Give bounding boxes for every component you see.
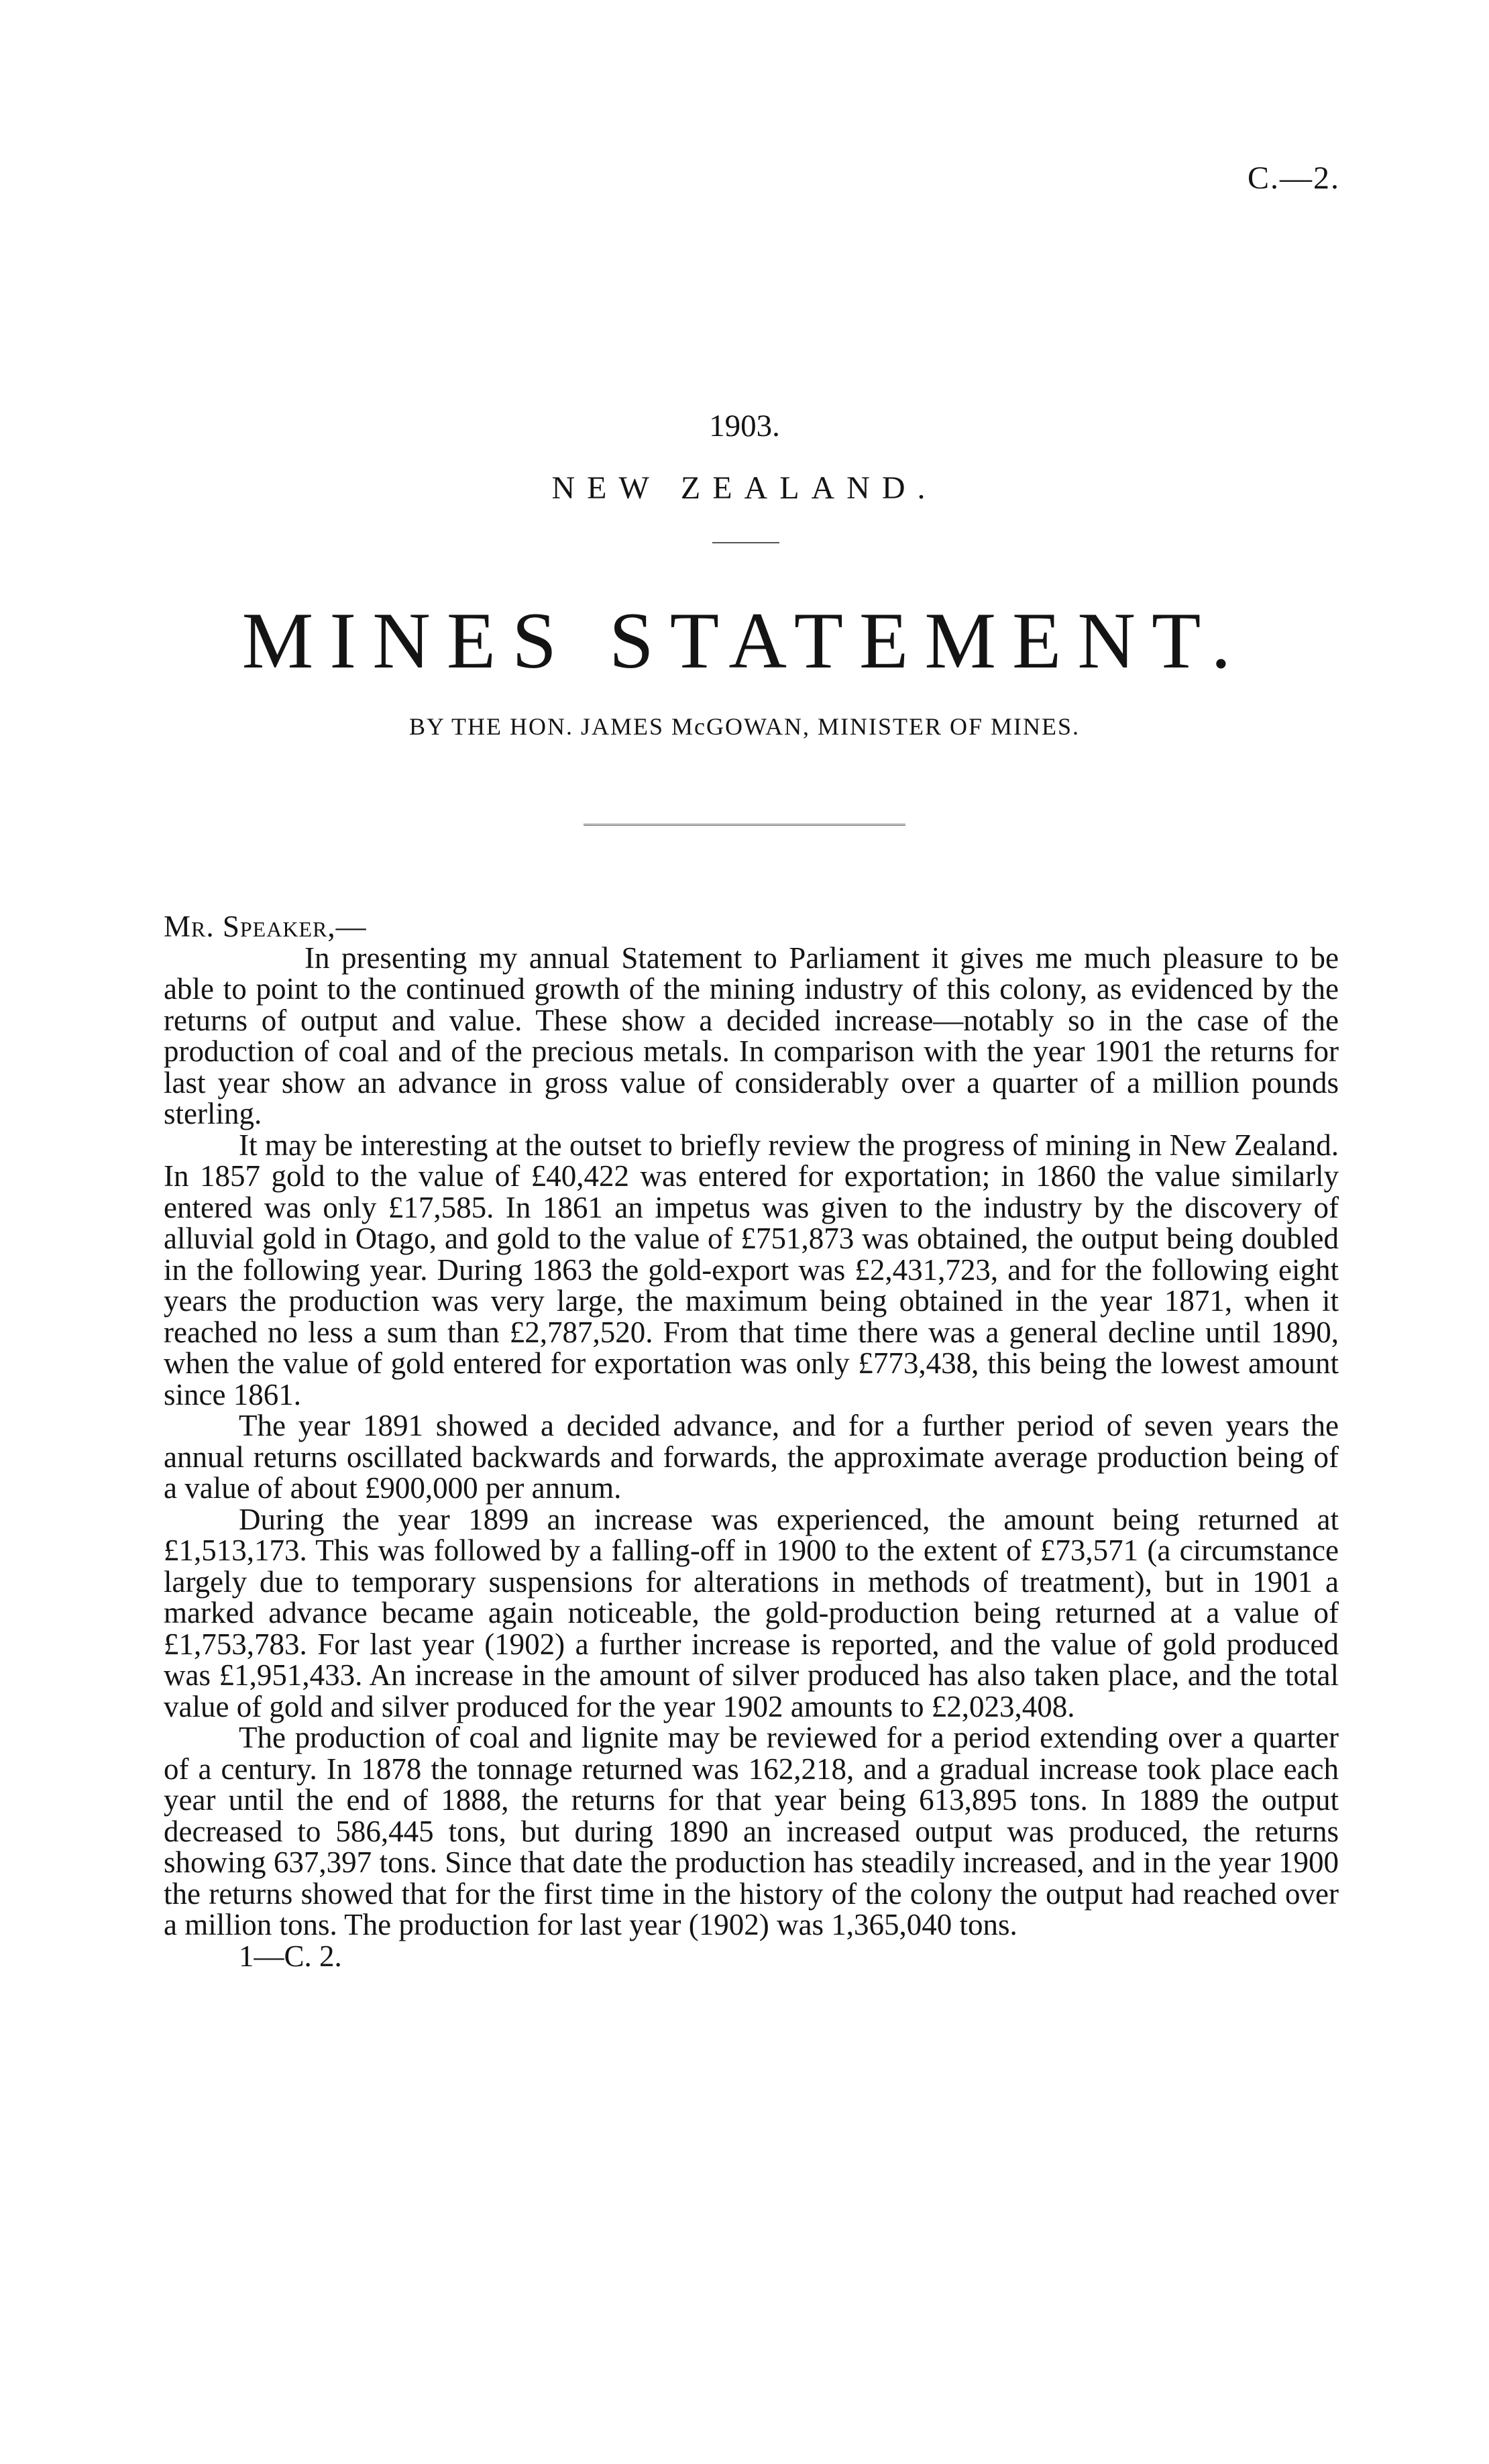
document-country: NEW ZEALAND.: [551, 470, 938, 506]
salutation: Mr. Speaker,—: [164, 910, 367, 943]
document-reference: C.—2.: [1247, 160, 1340, 196]
paragraph: The production of coal and lignite may be reviewed for a period extending over a quarter of a century. In 1878 the tonnage returned was 162,218, and a gradual increase took place each year until the end of 1888, the returns for that year being 613,895 tons. In 1889 the output decreased to 586,445 tons, but during 1890 an increased output was produced, the returns showing 637,397 tons. Since that date the production has steadily increased, and in the year 1900 the returns showed that for the first time in the history of the colony the output had reached over a million tons. The production for last year (1902) was 1,365,040 tons.: [164, 1721, 1339, 1941]
paragraph: It may be interesting at the outset to briefly review the progress of mining in New Zealand. In 1857 gold to the value of £40,422 was entered for exportation; in 1860 the value similarly entered was only £17,585. In 1861 an impetus was given to the industry by the discovery of alluvial gold in Otago, and gold to the value of £751,873 was obtained, the output being doubled in the following year. During 1863 the gold-export was £2,431,723, and for the following eight years the production was very large, the maximum being obtained in the year 1871, when it reached no less a sum than £2,787,520. From that time there was a general decline until 1890, when the value of gold entered for exportation was only £773,438, this being the lowest amount since 1861.: [164, 1128, 1339, 1411]
document-year: 1903.: [709, 409, 780, 443]
statement-body: [164, 911, 1339, 1972]
paragraph: During the year 1899 an increase was experienced, the amount being returned at £1,513,173. This was followed by a falling-off in 1900 to the extent of £73,571 (a circumstance largely due to temporary suspensions for alterations in methods of treatment), but in 1901 a marked advance became again noticeable, the gold-production being returned at a value of £1,753,783. For last year (1902) a further increase is reported, and the value of gold produced was £1,951,433. An increase in the amount of silver produced has also taken place, and the total value of gold and silver produced for the year 1902 amounts to £2,023,408.: [164, 1502, 1339, 1723]
header-divider: [712, 542, 779, 543]
document-byline: BY THE HON. JAMES McGOWAN, MINISTER OF MINES.: [408, 713, 1081, 740]
ornamental-divider: [584, 824, 905, 826]
document-title: MINES STATEMENT.: [241, 596, 1248, 685]
paragraph: The year 1891 showed a decided advance, and for a further period of seven years the annual returns oscillated backwards and forwards, the approximate average production being of a value of about £900,000 per annum.: [164, 1409, 1339, 1505]
paragraph: In presenting my annual Statement to Parliament it gives me much pleasure to be able to point to the continued growth of the mining industry of this colony, as evidenced by the returns of output and value. These show a decided increase—notably so in the case of the production of coal and of the precious metals. In comparison with the year 1901 the returns for last year show an advance in gross value of considerably over a quarter of a million pounds sterling.: [164, 941, 1339, 1130]
page-signature: 1—C. 2.: [239, 1939, 342, 1973]
